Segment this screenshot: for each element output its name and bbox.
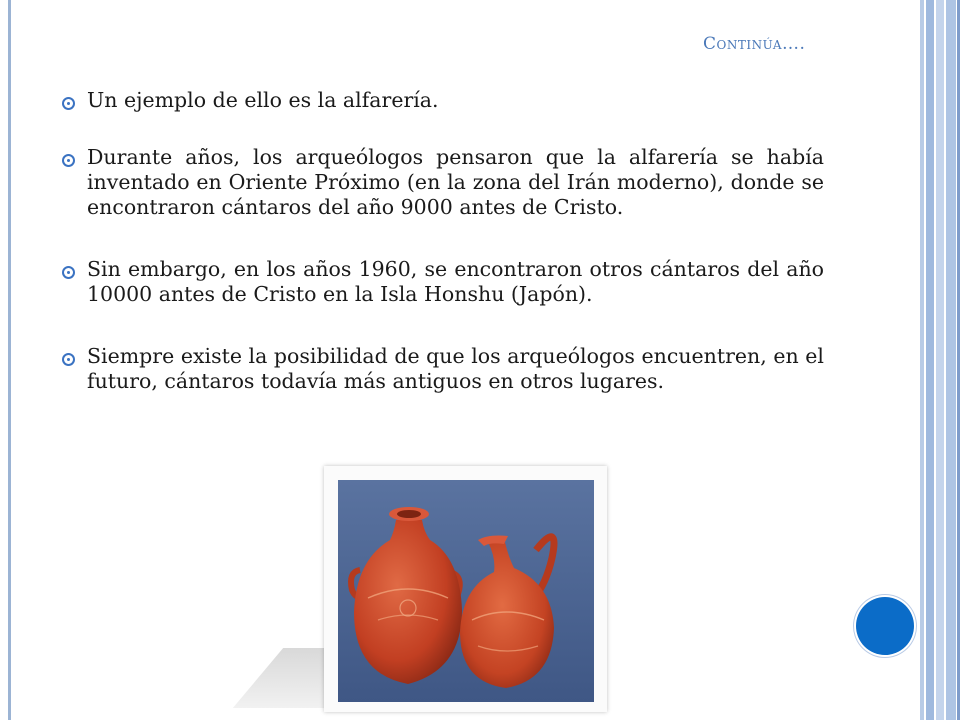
bullet-item [62,344,824,394]
bullet-circle-icon [62,154,75,167]
right-rail-stripe [936,0,944,720]
right-rail-stripe [926,0,934,720]
bullet-list [62,88,824,431]
right-rail-stripe [946,0,956,720]
bullet-text: Durante años, los arqueólogos pensaron que la alfarería se había inventado en Oriente Próximo (en la zona del Irán moderno), donde se encontraron cántaros del año 9000 antes de Cristo. [87,145,824,219]
bullet-text: Un ejemplo de ello es la alfarería. [87,88,439,112]
bullet-circle-icon [62,97,75,110]
bullet-text: Sin embargo, en los años 1960, se encontraron otros cántaros del año 10000 antes de Cristo en la Isla Honshu (Japón). [87,257,824,306]
bullet-item [62,257,824,307]
pottery-photo [338,480,594,702]
bullet-circle-icon [62,353,75,366]
bullet-text: Siempre existe la posibilidad de que los arqueólogos encuentren, en el futuro, cántaros todavía más antiguos en otros lugares. [87,344,824,393]
pottery-illustration [338,480,594,702]
pottery-photo-frame [324,466,607,712]
left-frame-line [8,0,11,720]
bullet-item [62,145,824,220]
blue-circle-decoration [856,597,914,655]
slide-title: Continúa…. [703,34,806,54]
bullet-circle-icon [62,266,75,279]
right-rail-stripe [920,0,924,720]
bullet-item [62,88,824,113]
